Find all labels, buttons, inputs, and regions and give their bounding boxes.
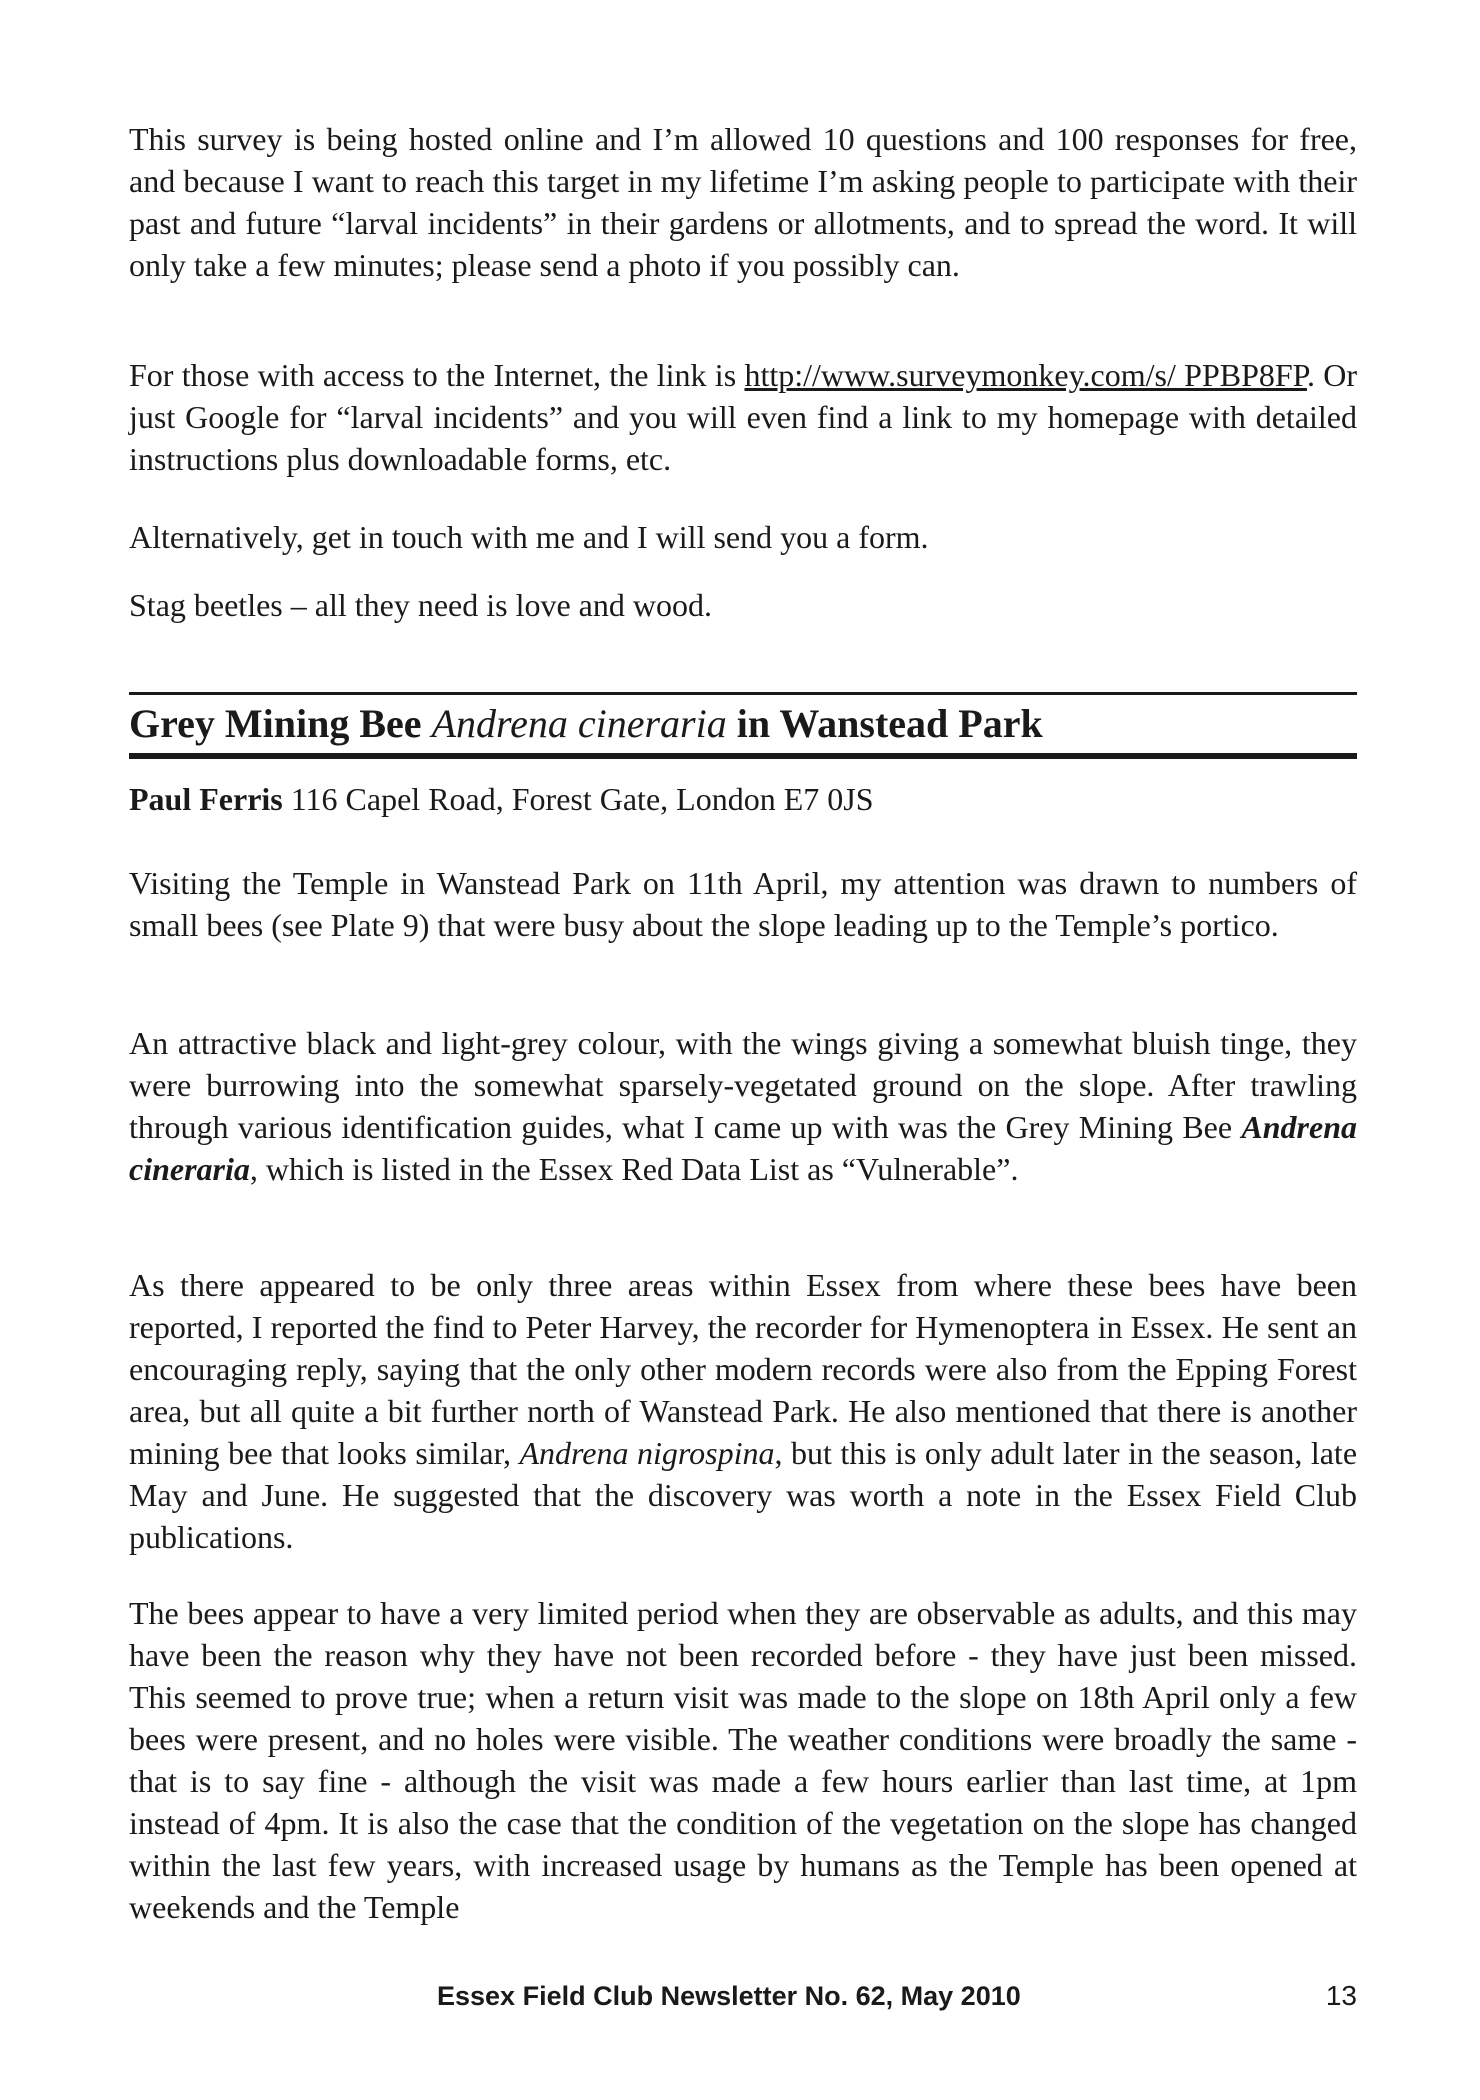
- intro-link-trailing-text: . Or just Google for “larval incidents” and you will even find a link to my homepage with detailed instructions plus downloadable forms, etc.: [129, 357, 1358, 477]
- records-text-lead: As there appeared to be only three areas within Essex from where these bees have been reported, I reported the find to Peter Harvey, the recorder for Hymenoptera in Essex. He sent an encouraging reply, saying that the only other modern records were also from the Epping Forest area, but all quite a bit further north of Wanstead Park. He also mentioned that there is another mining bee that looks similar,: [129, 1267, 1357, 1471]
- intro-paragraph-closing: Stag beetles – all they need is love and wood.: [129, 587, 712, 623]
- intro-link-lead-text: For those with access to the Internet, the link is: [129, 357, 745, 393]
- author-name: Paul Ferris: [129, 781, 283, 817]
- article-byline: [129, 778, 1357, 820]
- intro-paragraph-survey: This survey is being hosted online and I’m allowed 10 questions and 100 responses for free, and because I want to reach this target in my lifetime I’m asking people to participate with their past and future “larval incidents” in their gardens or allotments, and to spread the word. It will only take a few minutes; please send a photo if you possibly can.: [129, 121, 1357, 283]
- page-footer: [129, 1976, 1357, 2016]
- article-paragraph-identification: [129, 1022, 1357, 1190]
- records-text-tail: , but this is only adult later in the season, late May and June. He suggested that the discovery was worth a note in the Essex Field Club publications.: [129, 1435, 1358, 1555]
- article-paragraph-observation-period: The bees appear to have a very limited period when they are observable as adults, and this may have been the reason why they have not been recorded before - they have just been missed. This seemed to prove true; when a return visit was made to the slope on 18th April only a few bees were present, and no holes were visible. The weather conditions were broadly the same - that is to say fine - although the visit was made a few hours earlier than last time, at 1pm instead of 4pm. It is also the case that the condition of the vegetation on the slope has changed within the last few years, with increased usage by humans as the Temple has been opened at weekends and the Temple: [129, 1595, 1357, 1925]
- article-heading-species: Andrena cineraria: [431, 701, 727, 746]
- identification-text-lead: An attractive black and light-grey colour, with the wings giving a somewhat bluish tinge, they were burrowing into the somewhat sparsely-vegetated ground on the slope. After trawling through various identification guides, what I came up with was the Grey Mining Bee: [129, 1025, 1357, 1145]
- article-heading-tail: in Wanstead Park: [726, 701, 1043, 746]
- author-address: 116 Capel Road, Forest Gate, London E7 0JS: [282, 781, 874, 817]
- article-heading: [129, 698, 1357, 750]
- identification-text-tail: , which is listed in the Essex Red Data List as “Vulnerable”.: [249, 1151, 1019, 1187]
- article-paragraph-records: [129, 1264, 1357, 1558]
- page-number: 13: [1325, 1980, 1357, 2011]
- article-heading-lead: Grey Mining Bee: [129, 701, 432, 746]
- article-paragraph-visit: Visiting the Temple in Wanstead Park on 11th April, my attention was drawn to numbers of small bees (see Plate 9) that were busy about the slope leading up to the Temple’s portico.: [129, 865, 1357, 943]
- survey-link[interactable]: http://www.surveymonkey.com/s/ PPBP8FP: [744, 357, 1307, 393]
- intro-paragraph-contact: Alternatively, get in touch with me and I will send you a form.: [129, 519, 929, 555]
- identification-species: Andrena cineraria: [129, 1109, 1357, 1187]
- heading-rule-top: [129, 692, 1357, 695]
- heading-rule-bottom: [129, 753, 1357, 759]
- document-page: [129, 0, 1357, 2100]
- newsletter-footer-title: Essex Field Club Newsletter No. 62, May 2010: [437, 1981, 1021, 2011]
- intro-paragraph-link: [129, 354, 1357, 480]
- records-species: Andrena nigrospina: [519, 1435, 775, 1471]
